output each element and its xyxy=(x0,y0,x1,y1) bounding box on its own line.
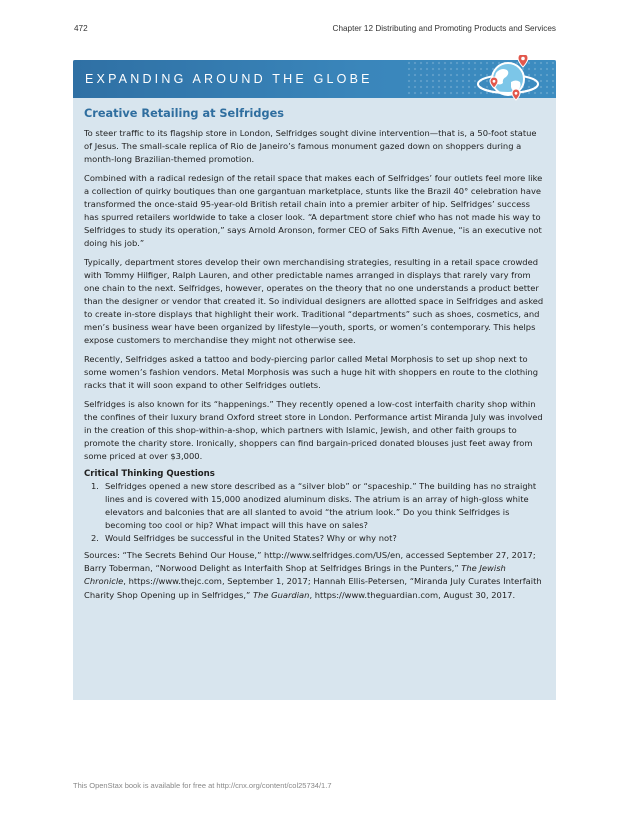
question-text: Would Selfridges be successful in the United States? Why or why not? xyxy=(105,533,397,544)
page-number: 472 xyxy=(74,24,88,33)
globe-with-location-pins-icon xyxy=(476,55,542,105)
sources-text: Sources: “The Secrets Behind Our House,” http://www.selfridges.com/US/en, accessed September 27, 2017; Barry Toberman, “Norwood Delight as Interfaith Shop at Selfridges Brings in the Punters,” xyxy=(84,550,536,574)
question-text: Selfridges opened a new store described as a “silver blob” or “spaceship.” The building has no straight lines and is covered with 15,000 anodized aluminum disks. The atrium is an array of high-gloss white elevators and balconies that are all slanted to avoid “the atrium look.” Do you think Selfridges is becoming too cool or hip? What impact will this have on sales? xyxy=(105,480,537,531)
question-item xyxy=(84,480,547,532)
sources-text: , https://www.theguardian.com, August 30, 2017. xyxy=(309,589,516,600)
question-number: 2. xyxy=(91,533,99,544)
feature-content xyxy=(84,107,547,602)
page-footer: This OpenStax book is available for free at http://cnx.org/content/col25734/1.7 xyxy=(73,781,332,790)
sources-text: , https://www.thejc.com, September 1, 2017; Hannah Ellis-Petersen, “Miranda July Curates Interfaith Charity Shop Opening up in Selfridges,” xyxy=(84,576,542,600)
body-paragraph: To steer traffic to its flagship store in London, Selfridges sought divine intervention—that is, a 50-foot statue of Jesus. The small-scale replica of Rio de Janeiro’s famous monument gazed down on shoppers during a month-long Brazilian-themed promotion. xyxy=(84,128,537,165)
body-paragraph: Recently, Selfridges asked a tattoo and body-piercing parlor called Metal Morphosis to set up shop next to some women’s fashion vendors. Metal Morphosis was such a huge hit with shoppers en route to the clothing racks that it will soon expand to other Selfridges outlets. xyxy=(84,354,539,391)
question-item xyxy=(84,532,547,545)
feature-box xyxy=(73,60,556,700)
critical-thinking-questions xyxy=(84,480,547,545)
body-paragraph: Typically, department stores develop their own merchandising strategies, resulting in a retail space crowded with Tommy Hilfiger, Ralph Lauren, and other predictable names arranged in displays that rarely vary from one chain to the next. Selfridges, however, operates on the theory that no one understands a product better than the designer or vendor that created it. So individual designers are allotted space in Selfridges and asked to create in-store displays that highlight their work. Traditional “departments” such as shoes, cosmetics, and men’s business wear have been organized by lifestyle—youth, sports, or women’s contemporary. This helps expose customers to merchandise they might not otherwise see. xyxy=(84,256,544,346)
sources-citation xyxy=(84,549,547,601)
chapter-title: Chapter 12 Distributing and Promoting Products and Services xyxy=(332,24,556,33)
critical-thinking-heading: Critical Thinking Questions xyxy=(84,468,215,479)
publication-title: The Guardian xyxy=(252,589,310,600)
feature-banner-title: EXPANDING AROUND THE GLOBE xyxy=(85,72,373,86)
body-paragraph: Combined with a radical redesign of the retail space that makes each of Selfridges’ four outlets feel more like a collection of quirky boutiques than one gargantuan marketplace, stunts like the Brazil 40° celebration have transformed the once-staid 95-year-old British retail chain into a premier arbiter of hip. Selfridges’ success has spurred retailers worldwide to take a closer look. “A department store chief who has not made his way to Selfridges to study its operation,” says Arnold Aronson, former CEO of Saks Fifth Avenue, “is an executive not doing his job.” xyxy=(84,172,543,249)
publication-title: The Jewish Chronicle xyxy=(84,563,506,587)
section-title: Creative Retailing at Selfridges xyxy=(84,107,284,120)
question-number: 1. xyxy=(91,480,99,491)
body-paragraph: Selfridges is also known for its “happenings.” They recently opened a low-cost interfaith charity shop within the confines of their luxury brand Oxford street store in London. Performance artist Miranda July was involved in the creation of this shop-within-a-shop, which partners with Islamic, Jewish, and other faith groups to promote the charity store. Ironically, shoppers can find bargain-priced donated blouses just feet away from some priced at over $3,000. xyxy=(84,398,543,462)
